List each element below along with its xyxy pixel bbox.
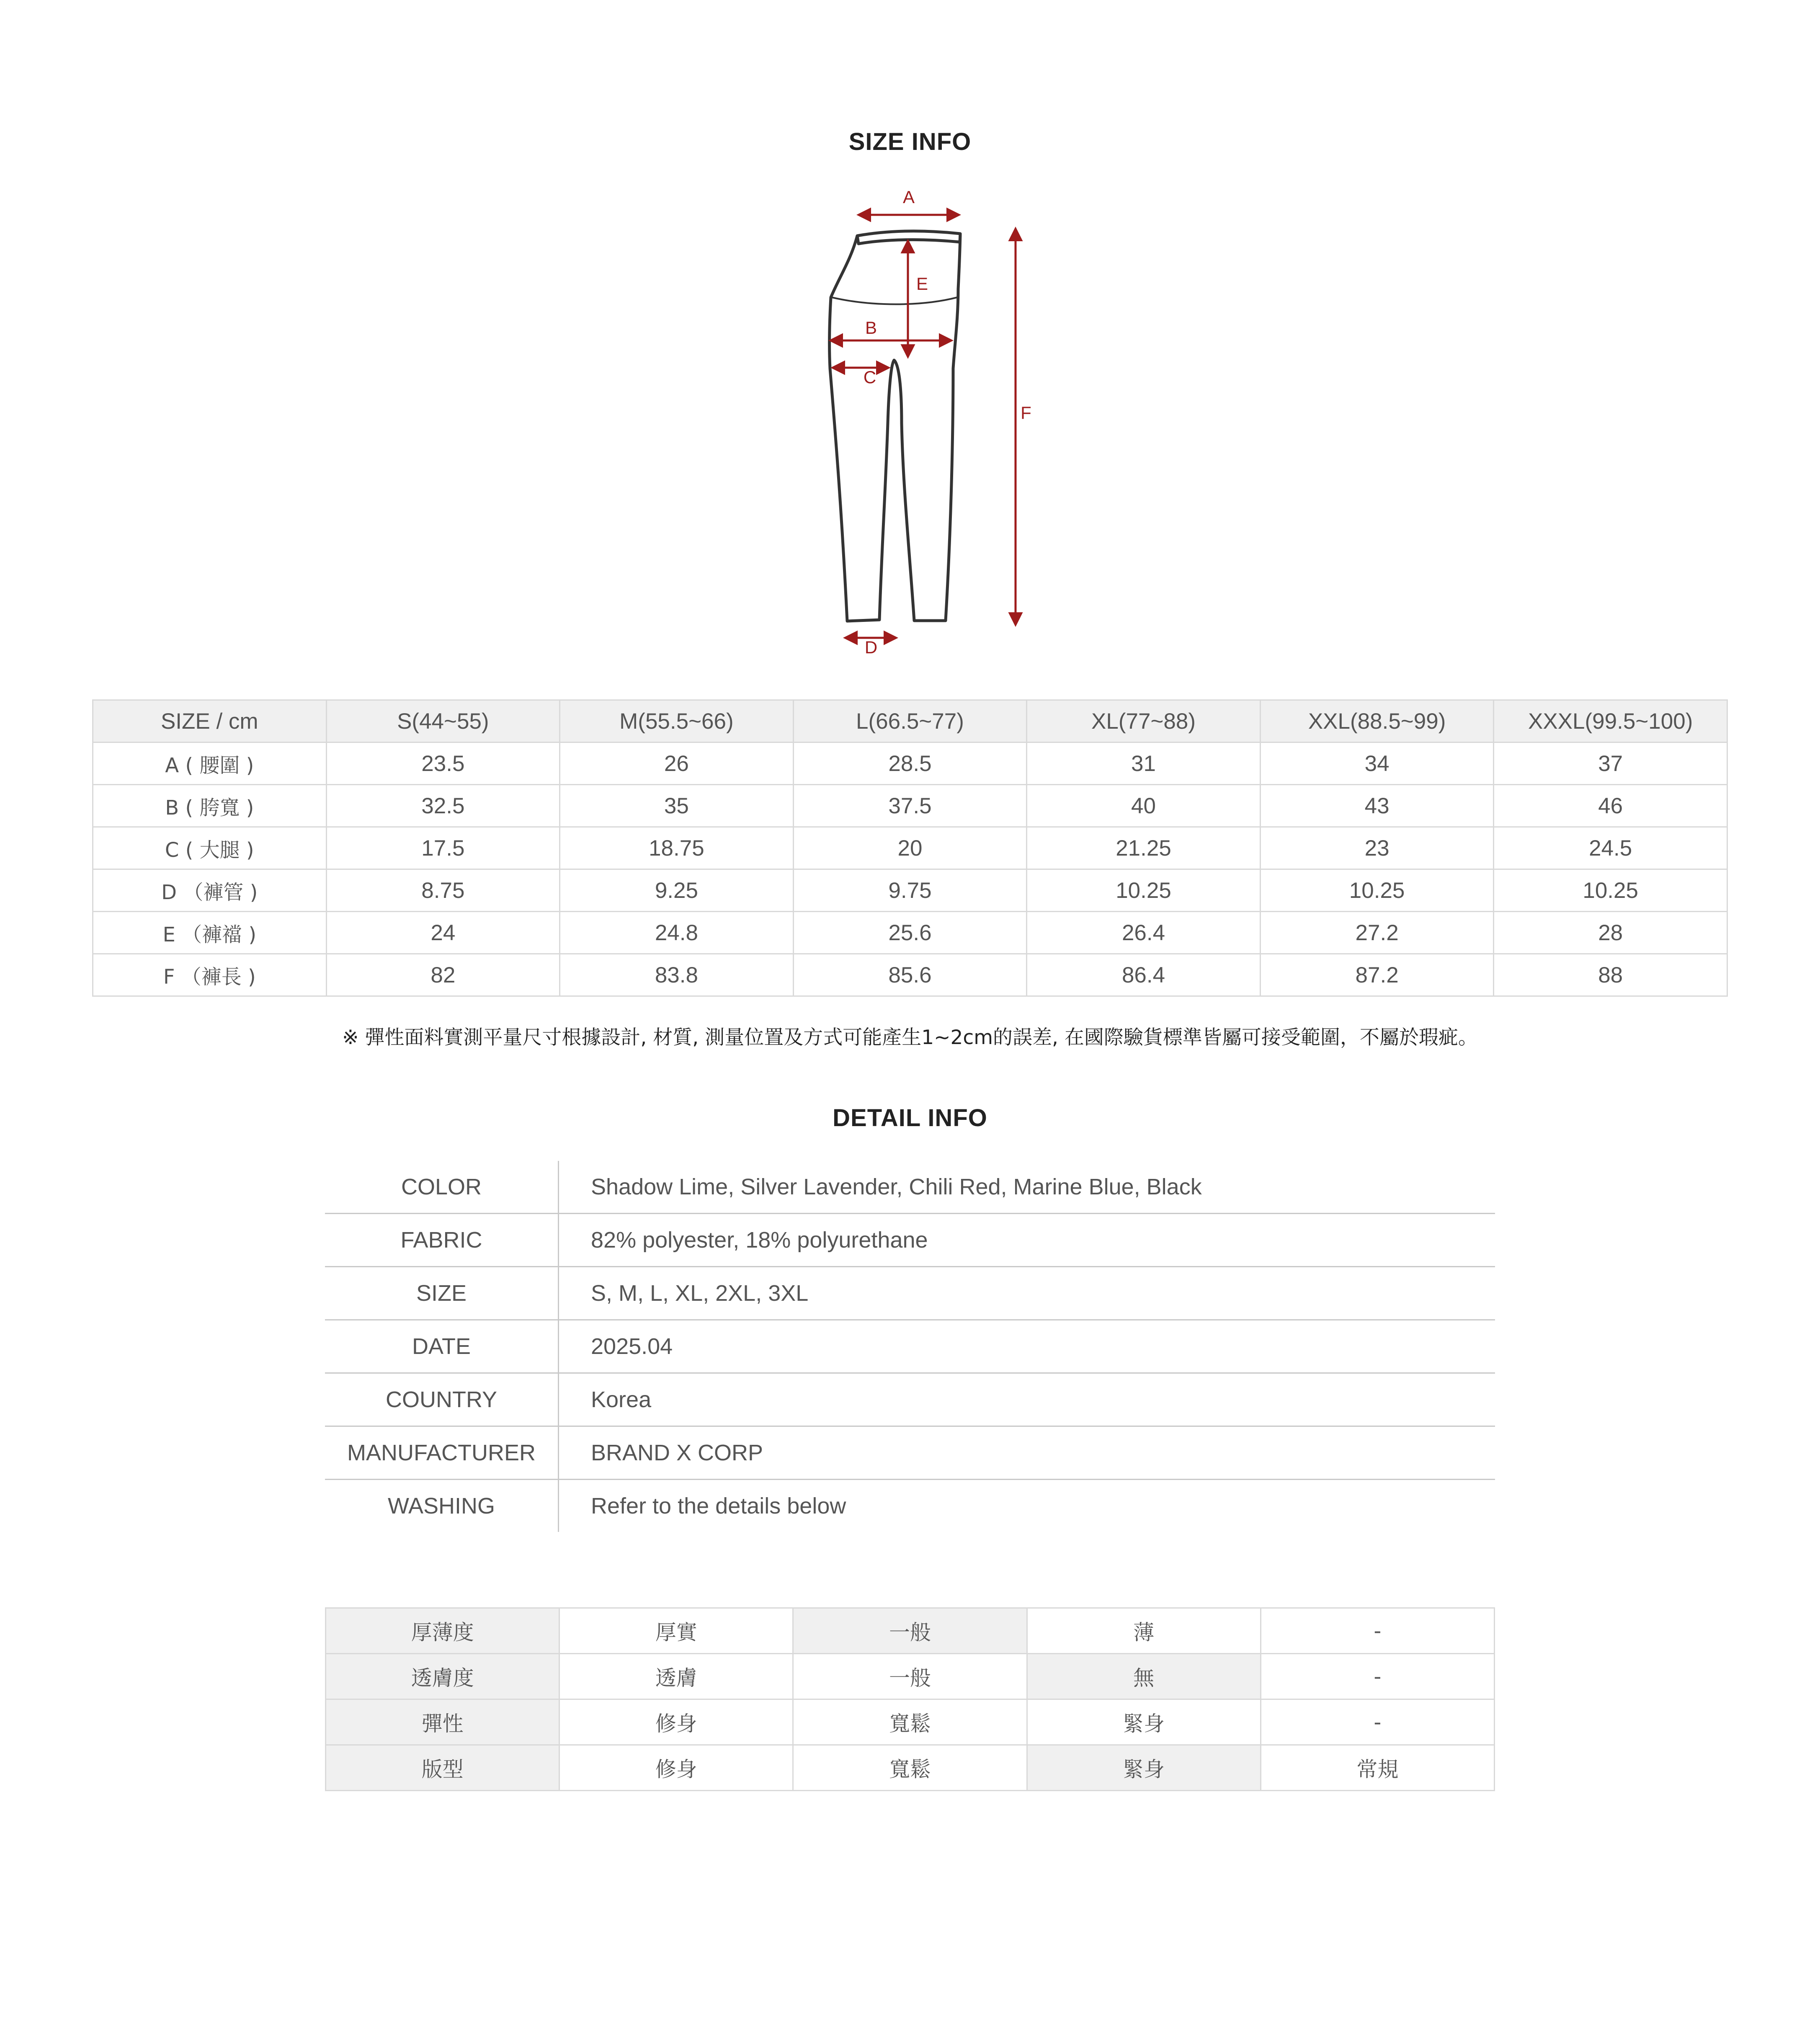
size-info-title: SIZE INFO	[848, 128, 972, 155]
feature-option: 修身	[559, 1745, 793, 1791]
size-header-cell: XL(77~88)	[1027, 700, 1261, 743]
feature-option: 一般	[793, 1654, 1027, 1699]
detail-value: Shadow Lime, Silver Lavender, Chili Red, Marine Blue, Black	[559, 1161, 1495, 1214]
detail-value: Korea	[559, 1373, 1495, 1426]
size-cell: 8.75	[326, 869, 560, 912]
size-row-label: A ( 腰圍 )	[93, 743, 327, 785]
size-cell: 37.5	[793, 785, 1027, 827]
size-cell: 35	[560, 785, 794, 827]
size-cell: 24.8	[560, 912, 794, 954]
size-row-label: B ( 胯寬 )	[93, 785, 327, 827]
detail-value: S, M, L, XL, 2XL, 3XL	[559, 1267, 1495, 1320]
diagram-label-a: A	[902, 187, 915, 207]
size-cell: 20	[793, 827, 1027, 869]
size-cell: 9.25	[560, 869, 794, 912]
feature-option: 薄	[1027, 1608, 1261, 1654]
feature-label: 透膚度	[326, 1654, 559, 1699]
size-cell: 9.75	[793, 869, 1027, 912]
size-cell: 86.4	[1027, 954, 1261, 996]
size-row	[93, 954, 1727, 996]
feature-label: 版型	[326, 1745, 559, 1791]
detail-info-title: DETAIL INFO	[833, 1104, 987, 1132]
size-cell: 87.2	[1260, 954, 1494, 996]
detail-table	[325, 1161, 1495, 1532]
detail-key: COUNTRY	[325, 1373, 559, 1426]
feature-option: 寬鬆	[793, 1745, 1027, 1791]
size-row	[93, 743, 1727, 785]
feature-option: -	[1261, 1654, 1494, 1699]
detail-row	[325, 1214, 1495, 1267]
size-cell: 26	[560, 743, 794, 785]
size-cell: 23.5	[326, 743, 560, 785]
detail-value: BRAND X CORP	[559, 1426, 1495, 1480]
detail-row	[325, 1267, 1495, 1320]
size-cell: 83.8	[560, 954, 794, 996]
size-cell: 37	[1494, 743, 1727, 785]
diagram-label-e: E	[916, 274, 928, 294]
size-row	[93, 827, 1727, 869]
detail-row	[325, 1426, 1495, 1480]
feature-option: 常規	[1261, 1745, 1494, 1791]
size-row-label: F （褲長 )	[93, 954, 327, 996]
size-cell: 34	[1260, 743, 1494, 785]
detail-key: SIZE	[325, 1267, 559, 1320]
detail-row	[325, 1480, 1495, 1532]
size-cell: 28	[1494, 912, 1727, 954]
size-cell: 85.6	[793, 954, 1027, 996]
size-cell: 40	[1027, 785, 1261, 827]
feature-option: 寬鬆	[793, 1699, 1027, 1745]
size-cell: 88	[1494, 954, 1727, 996]
size-cell: 82	[326, 954, 560, 996]
diagram-label-f: F	[1021, 403, 1031, 423]
size-cell: 43	[1260, 785, 1494, 827]
detail-value: Refer to the details below	[591, 1493, 846, 1519]
pants-measurement-diagram	[804, 176, 1039, 670]
feature-label: 厚薄度	[326, 1608, 559, 1654]
size-cell: 31	[1027, 743, 1261, 785]
size-cell: 21.25	[1027, 827, 1261, 869]
size-cell: 10.25	[1260, 869, 1494, 912]
size-row	[93, 869, 1727, 912]
detail-key: COLOR	[325, 1161, 559, 1214]
size-cell: 23	[1260, 827, 1494, 869]
feature-option: -	[1261, 1699, 1494, 1745]
size-table-header	[93, 700, 1727, 743]
feature-row	[326, 1699, 1495, 1745]
size-row-label: E （褲襠 )	[93, 912, 327, 954]
diagram-label-c: C	[863, 367, 876, 387]
feature-row	[326, 1608, 1495, 1654]
feature-option-selected: 無	[1027, 1654, 1261, 1699]
size-header-cell: XXL(88.5~99)	[1260, 700, 1494, 743]
size-cell: 32.5	[326, 785, 560, 827]
size-cell: 27.2	[1260, 912, 1494, 954]
detail-key: WASHING	[325, 1480, 559, 1532]
size-row-label: D （褲管 )	[93, 869, 327, 912]
feature-table	[325, 1607, 1495, 1791]
size-cell: 25.6	[793, 912, 1027, 954]
size-cell: 10.25	[1494, 869, 1727, 912]
detail-row	[325, 1373, 1495, 1426]
feature-row	[326, 1654, 1495, 1699]
size-header-label: SIZE / cm	[93, 700, 327, 743]
diagram-label-b: B	[865, 318, 877, 338]
size-header-cell: L(66.5~77)	[793, 700, 1027, 743]
diagram-label-d: D	[864, 637, 878, 657]
size-header-cell: S(44~55)	[326, 700, 560, 743]
size-row-label: C ( 大腿 )	[93, 827, 327, 869]
size-cell: 18.75	[560, 827, 794, 869]
size-cell: 10.25	[1027, 869, 1261, 912]
detail-row	[325, 1320, 1495, 1373]
detail-key: FABRIC	[325, 1214, 559, 1267]
size-row	[93, 912, 1727, 954]
size-cell: 24	[326, 912, 560, 954]
feature-option: 厚實	[559, 1608, 793, 1654]
detail-value: 2025.04	[559, 1320, 1495, 1373]
size-cell: 46	[1494, 785, 1727, 827]
size-header-cell: XXXL(99.5~100)	[1494, 700, 1727, 743]
feature-option: 透膚	[559, 1654, 793, 1699]
size-table	[92, 699, 1728, 997]
detail-key: DATE	[325, 1320, 559, 1373]
feature-option: 緊身	[1027, 1699, 1261, 1745]
feature-option: -	[1261, 1608, 1494, 1654]
size-cell: 28.5	[793, 743, 1027, 785]
feature-option-selected: 一般	[793, 1608, 1027, 1654]
size-row	[93, 785, 1727, 827]
pants-outline	[830, 231, 960, 621]
detail-row	[325, 1161, 1495, 1214]
size-header-cell: M(55.5~66)	[560, 700, 794, 743]
feature-label: 彈性	[326, 1699, 559, 1745]
feature-row	[326, 1745, 1495, 1791]
feature-option: 修身	[559, 1699, 793, 1745]
size-cell: 24.5	[1494, 827, 1727, 869]
size-cell: 17.5	[326, 827, 560, 869]
size-cell: 26.4	[1027, 912, 1261, 954]
detail-value: 82% polyester, 18% polyurethane	[559, 1214, 1495, 1267]
size-note: ※ 彈性面料實測平量尺寸根據設計, 材質, 測量位置及方式可能產生1~2cm的誤差, 在國際驗貨標準皆屬可接受範圍，不屬於瑕疵。	[342, 1026, 1478, 1049]
feature-option-selected: 緊身	[1027, 1745, 1261, 1791]
detail-key: MANUFACTURER	[325, 1426, 559, 1480]
